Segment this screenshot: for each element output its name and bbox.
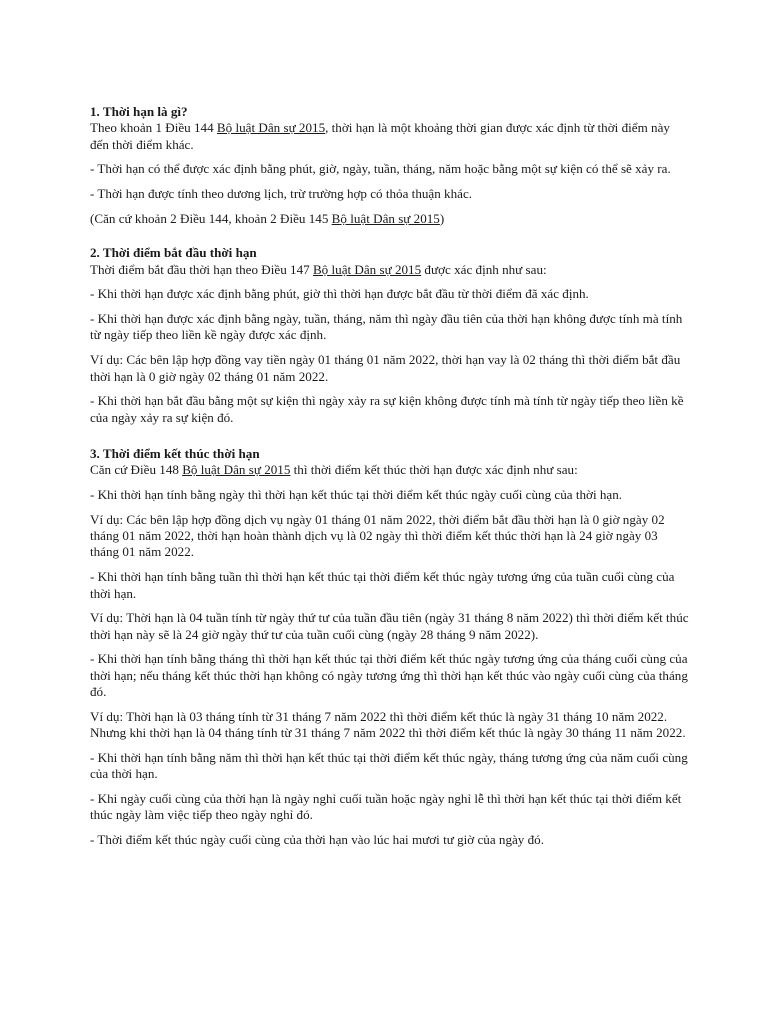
law-link[interactable]: Bộ luật Dân sự 2015 — [182, 462, 291, 478]
text-run: - Khi thời hạn được xác định bằng ngày, tuần, tháng, năm thì ngày đầu tiên của thời hạn không được tính mà tính từ ngày tiếp theo liền kề ngày được xác định. — [90, 311, 683, 343]
text-run: thì thời điểm kết thúc thời hạn được xác định như sau: — [290, 462, 578, 478]
text-run: - Thời hạn được tính theo dương lịch, trừ trường hợp có thỏa thuận khác. — [90, 186, 473, 202]
section-heading: 3. Thời điểm kết thúc thời hạn — [90, 445, 260, 461]
text-run: Theo khoản 1 Điều 144 — [90, 120, 217, 136]
section-1 — [90, 104, 690, 227]
text-run: ) — [439, 210, 445, 226]
paragraph — [90, 462, 690, 478]
text-run: Ví dụ: Thời hạn là 03 tháng tính từ 31 tháng 7 năm 2022 thì thời điểm kết thúc là ngày 31 tháng 10 năm 2022. Nhưng khi thời hạn là 04 tháng tính từ 31 tháng 7 năm 2022 thì thời điểm kết thúc là ngày 30 tháng 11 năm 2022. — [90, 708, 686, 741]
section-heading: 2. Thời điểm bắt đầu thời hạn — [90, 245, 257, 261]
text-run: - Khi thời hạn được xác định bằng phút, giờ thì thời hạn được bắt đầu từ thời điểm đã xác định. — [90, 286, 589, 302]
law-link[interactable]: Bộ luật Dân sự 2015 — [216, 120, 326, 136]
section-heading: 1. Thời hạn là gì? — [90, 104, 188, 119]
text-run: (Căn cứ khoản 2 Điều 144, khoản 2 Điều 145 — [90, 210, 332, 226]
document-body — [90, 104, 690, 868]
text-run: - Khi thời hạn tính bằng năm thì thời hạn kết thúc tại thời điểm kết thúc ngày, tháng tương ứng của năm cuối cùng của thời hạn. — [90, 749, 688, 782]
text-run: Căn cứ Điều 148 — [90, 462, 183, 478]
text-run: - Khi thời hạn tính bằng ngày thì thời hạn kết thúc tại thời điểm kết thúc ngày cuối cùng của thời hạn. — [90, 487, 623, 503]
paragraph — [90, 487, 690, 503]
paragraph — [90, 651, 690, 700]
text-run: , thời hạn là một khoảng thời gian được xác định từ thời điểm này đến thời điểm khác. — [90, 120, 670, 152]
paragraph — [90, 262, 690, 278]
text-run: Ví dụ: Các bên lập hợp đồng dịch vụ ngày 01 tháng 01 năm 2022, thời điểm bắt đầu thời hạn là 0 giờ ngày 02 tháng 01 năm 2022, thời hạn hoàn thành dịch vụ là 02 ngày thì thời điểm kết thúc thời hạn là 24 giờ ngày 03 tháng 01 năm 2022. — [90, 511, 665, 560]
text-run: - Khi thời hạn tính bằng tuần thì thời hạn kết thúc tại thời điểm kết thúc ngày tương ứng của tuần cuối cùng của thời hạn. — [90, 569, 675, 601]
text-run: - Khi thời hạn bắt đầu bằng một sự kiện thì ngày xảy ra sự kiện không được tính mà tính từ ngày tiếp theo liền kề của ngày xảy ra sự kiện đó. — [90, 393, 684, 425]
paragraph — [90, 832, 690, 848]
text-run: - Khi ngày cuối cùng của thời hạn là ngày nghỉ cuối tuần hoặc ngày nghỉ lễ thì thời hạn kết thúc tại thời điểm kết thúc ngày làm việc tiếp theo ngày nghỉ đó. — [90, 791, 682, 823]
paragraph — [90, 186, 690, 202]
text-run: - Khi thời hạn tính bằng tháng thì thời hạn kết thúc tại thời điểm kết thúc ngày tương ứng của tháng cuối cùng của thời hạn; nếu tháng kết thúc thời hạn không có ngày tương ứng thì thời hạn kết thúc vào ngày cuối cùng của tháng đó. — [90, 651, 688, 700]
paragraph — [90, 286, 690, 302]
section-2 — [90, 245, 690, 426]
paragraph — [90, 610, 690, 643]
paragraph — [90, 211, 690, 227]
paragraph — [90, 161, 690, 177]
text-run: được xác định như sau: — [421, 261, 547, 277]
paragraph — [90, 393, 690, 426]
law-link[interactable]: Bộ luật Dân sự 2015 — [312, 261, 422, 277]
law-link[interactable]: Bộ luật Dân sự 2015 — [331, 210, 440, 226]
paragraph — [90, 750, 690, 783]
paragraph — [90, 709, 690, 742]
section-3 — [90, 446, 690, 848]
paragraph — [90, 569, 690, 602]
text-run: - Thời điểm kết thúc ngày cuối cùng của thời hạn vào lúc hai mươi tư giờ của ngày đó. — [90, 832, 544, 848]
text-run: - Thời hạn có thể được xác định bằng phút, giờ, ngày, tuần, tháng, năm hoặc bằng một sự kiện có thể sẽ xảy ra. — [90, 161, 671, 177]
text-run: Ví dụ: Các bên lập hợp đồng vay tiền ngày 01 tháng 01 năm 2022, thời hạn vay là 02 tháng thì thời điểm bắt đầu thời hạn là 0 giờ ngày 02 tháng 01 năm 2022. — [90, 352, 681, 384]
text-run: Thời điểm bắt đầu thời hạn theo Điều 147 — [90, 261, 313, 277]
paragraph — [90, 512, 690, 561]
paragraph — [90, 352, 690, 385]
paragraph — [90, 120, 690, 153]
paragraph — [90, 311, 690, 344]
text-run: Ví dụ: Thời hạn là 04 tuần tính từ ngày thứ tư của tuần đầu tiên (ngày 31 tháng 8 năm 2022) thì thời điểm kết thúc thời hạn này sẽ là 24 giờ ngày thứ tư của tuần cuối cùng (ngày 28 tháng 9 năm 2022). — [90, 610, 689, 642]
paragraph — [90, 791, 690, 824]
